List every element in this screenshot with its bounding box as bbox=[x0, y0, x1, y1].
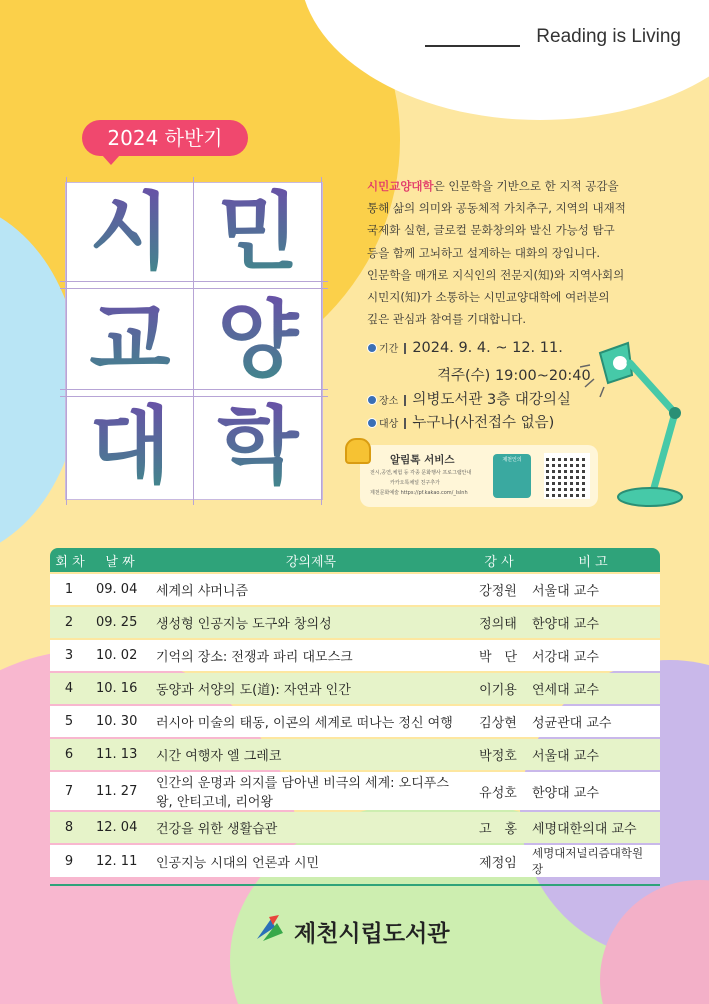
info-target bbox=[367, 411, 554, 432]
cell-title: 인공지능 시대의 언론과 시민 bbox=[150, 845, 472, 877]
table-row bbox=[50, 607, 660, 638]
cell-date: 09. 25 bbox=[90, 607, 150, 638]
bullet-icon bbox=[367, 418, 377, 428]
cell-date: 09. 04 bbox=[90, 574, 150, 605]
place-label: 장소 bbox=[379, 396, 399, 407]
period-label: 기간 bbox=[379, 344, 399, 355]
cell-note: 세명대저널리즘대학원장 bbox=[526, 845, 660, 877]
cell-no: 4 bbox=[50, 673, 90, 704]
bullet-icon bbox=[367, 395, 377, 405]
alarm-link[interactable]: 제천문화예술 https://pf.kakao.com/_Islnh bbox=[370, 490, 468, 496]
cell-no: 2 bbox=[50, 607, 90, 638]
header-note: 비 고 bbox=[526, 548, 660, 572]
info-place bbox=[367, 388, 571, 409]
table-row bbox=[50, 845, 660, 877]
title-char: 대 bbox=[70, 397, 190, 495]
grid-divider bbox=[60, 281, 328, 282]
target-value: 누구나(사전접수 없음) bbox=[412, 415, 555, 431]
grid-divider bbox=[60, 288, 328, 289]
info-time: 격주(수) 19:00~20:40 bbox=[437, 368, 591, 384]
separator bbox=[404, 343, 406, 354]
table-bottom-rule bbox=[50, 884, 660, 886]
cell-no: 3 bbox=[50, 640, 90, 671]
cell-note: 한양대 교수 bbox=[526, 772, 660, 810]
grid-divider bbox=[193, 177, 194, 505]
table-row bbox=[50, 772, 660, 810]
cell-title: 러시아 미술의 태동, 이콘의 세계로 떠나는 정신 여행 bbox=[150, 706, 472, 737]
alarm-title: 알림톡 서비스 bbox=[390, 454, 455, 466]
table-row bbox=[50, 812, 660, 843]
table-row bbox=[50, 640, 660, 671]
cell-note: 서울대 교수 bbox=[526, 574, 660, 605]
desk-lamp-icon bbox=[580, 335, 700, 510]
grid-divider bbox=[321, 177, 322, 505]
kakao-channel-icon bbox=[493, 454, 531, 498]
cell-speaker: 김상현 bbox=[472, 706, 526, 737]
title-char: 민 bbox=[198, 183, 318, 281]
cell-note: 한양대 교수 bbox=[526, 607, 660, 638]
intro-highlight: 시민교양대학 bbox=[367, 179, 434, 193]
alarm-line: 전시,공연,체험 등 각종 문화행사 프로그램안내 bbox=[370, 470, 472, 476]
cell-title: 인간의 운명과 의지를 담아낸 비극의 세계: 오디푸스 왕, 안티고네, 리어왕 bbox=[150, 772, 472, 810]
cell-title: 세계의 샤머니즘 bbox=[150, 574, 472, 605]
cell-no: 6 bbox=[50, 739, 90, 770]
bullet-icon bbox=[367, 343, 377, 353]
season-badge: 2024 하반기 bbox=[82, 120, 248, 156]
cell-date: 10. 30 bbox=[90, 706, 150, 737]
bell-icon bbox=[345, 438, 371, 464]
title-grid bbox=[65, 182, 323, 500]
cell-date: 11. 13 bbox=[90, 739, 150, 770]
header-speaker: 강 사 bbox=[472, 548, 526, 572]
title-char: 학 bbox=[198, 397, 318, 495]
tagline: Reading is Living bbox=[536, 26, 681, 47]
title-char: 시 bbox=[70, 183, 190, 281]
table-row bbox=[50, 739, 660, 770]
title-char: 양 bbox=[198, 291, 318, 389]
cell-note: 성균관대 교수 bbox=[526, 706, 660, 737]
cell-speaker: 이기용 bbox=[472, 673, 526, 704]
separator bbox=[404, 418, 406, 429]
cell-no: 9 bbox=[50, 845, 90, 877]
cell-speaker: 유성호 bbox=[472, 772, 526, 810]
library-name: 제천시립도서관 bbox=[294, 921, 450, 947]
kakao-alarm-box bbox=[360, 445, 598, 507]
cell-no: 5 bbox=[50, 706, 90, 737]
cell-speaker: 고 홍 bbox=[472, 812, 526, 843]
separator bbox=[404, 395, 406, 406]
cell-title: 건강을 위한 생활습관 bbox=[150, 812, 472, 843]
cell-title: 기억의 장소: 전쟁과 파리 대모스크 bbox=[150, 640, 472, 671]
place-value: 의병도서관 3층 대강의실 bbox=[412, 392, 571, 408]
grid-divider bbox=[60, 389, 328, 390]
library-logo-icon bbox=[255, 913, 287, 943]
header-title: 강의제목 bbox=[150, 548, 472, 572]
cell-speaker: 강정원 bbox=[472, 574, 526, 605]
cell-title: 시간 여행자 엘 그레코 bbox=[150, 739, 472, 770]
cell-note: 서강대 교수 bbox=[526, 640, 660, 671]
cell-title: 생성형 인공지능 도구와 창의성 bbox=[150, 607, 472, 638]
cell-title: 동양과 서양의 도(道): 자연과 인간 bbox=[150, 673, 472, 704]
cell-date: 10. 02 bbox=[90, 640, 150, 671]
cell-note: 서울대 교수 bbox=[526, 739, 660, 770]
cell-no: 7 bbox=[50, 772, 90, 810]
cell-note: 연세대 교수 bbox=[526, 673, 660, 704]
target-label: 대상 bbox=[379, 419, 399, 430]
cell-no: 1 bbox=[50, 574, 90, 605]
grid-divider bbox=[66, 177, 67, 505]
alarm-line: 카카오톡채널 친구추가 bbox=[390, 480, 440, 486]
info-period bbox=[367, 340, 563, 356]
header-no: 회 차 bbox=[50, 548, 90, 572]
title-char: 교 bbox=[70, 291, 190, 389]
table-row bbox=[50, 673, 660, 704]
cell-speaker: 정의태 bbox=[472, 607, 526, 638]
header-date: 날 짜 bbox=[90, 548, 150, 572]
table-row bbox=[50, 706, 660, 737]
cell-speaker: 박 단 bbox=[472, 640, 526, 671]
cell-speaker: 박정호 bbox=[472, 739, 526, 770]
table-header-row bbox=[50, 548, 660, 572]
cell-note: 세명대한의대 교수 bbox=[526, 812, 660, 843]
intro-paragraph bbox=[367, 175, 629, 330]
cell-date: 12. 04 bbox=[90, 812, 150, 843]
channel-label: 제천인의 bbox=[502, 457, 522, 463]
schedule-table bbox=[50, 546, 660, 879]
period-value: 2024. 9. 4. ~ 12. 11. bbox=[412, 340, 563, 356]
cell-date: 11. 27 bbox=[90, 772, 150, 810]
cell-speaker: 제정임 bbox=[472, 845, 526, 877]
tagline-rule bbox=[425, 45, 520, 47]
intro-text: 은 인문학을 기반으로 한 지적 공감을 통해 삶의 의미와 공동체적 가치추구, 지역의 내재적 국제화 실현, 글로컬 문화창의와 발신 가능성 탐구 등을 함께 고뇌하고 설계하는 대화의 장입니다.인문학을 매개로 지식인의 전문지(知)와 지역사회의 시민지(知)가 소통하는 시민교양대학에 여러분의 깊은 관심과 참여를 기대합니다. bbox=[367, 179, 626, 327]
table-row bbox=[50, 574, 660, 605]
cell-no: 8 bbox=[50, 812, 90, 843]
cell-date: 10. 16 bbox=[90, 673, 150, 704]
cell-date: 12. 11 bbox=[90, 845, 150, 877]
